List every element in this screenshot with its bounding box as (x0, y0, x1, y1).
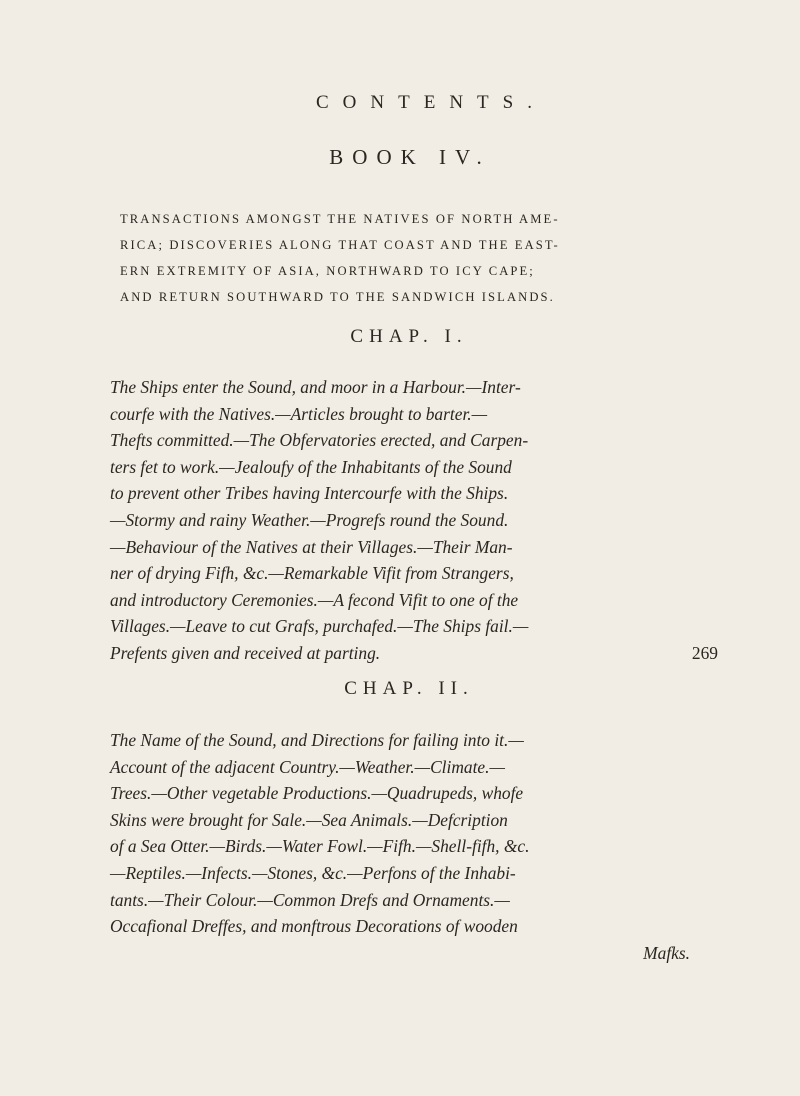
page-number: 269 (691, 642, 718, 663)
chapter-1-heading: CHAP. I. (350, 326, 468, 347)
synopsis-line: The Ships enter the Sound, and moor in a Harbour.—Inter- (110, 377, 521, 397)
summary-line: ERN EXTREMITY OF ASIA, NORTHWARD TO ICY CAPE; (120, 264, 535, 278)
summary-line: TRANSACTIONS AMONGST THE NATIVES OF NORTH AME- (120, 212, 560, 226)
synopsis-line: ner of drying Fifh, &c.—Remarkable Vifit from Strangers, (110, 563, 514, 584)
synopsis-line: ters fet to work.—Jealoufy of the Inhabitants of the Sound (110, 456, 512, 477)
synopsis-line: The Name of the Sound, and Directions for failing into it.— (110, 730, 524, 750)
synopsis-line: Trees.—Other vegetable Productions.—Quadrupeds, whofe (110, 783, 524, 804)
synopsis-line: Villages.—Leave to cut Grafs, purchafed.—The Ships fail.— (110, 616, 529, 637)
synopsis-line: to prevent other Tribes having Intercourfe with the Ships. (110, 483, 509, 504)
synopsis-line: of a Sea Otter.—Birds.—Water Fowl.—Fifh.—Shell-fifh, &c. (110, 836, 530, 857)
page-title: CONTENTS. (316, 92, 546, 113)
chapter-2-synopsis (110, 727, 710, 966)
synopsis-line: tants.—Their Colour.—Common Drefs and Ornaments.— (110, 889, 510, 910)
synopsis-line: and introductory Ceremonies.—A fecond Vifit to one of the (110, 589, 519, 610)
synopsis-line: —Stormy and rainy Weather.—Progrefs round the Sound. (110, 509, 509, 530)
chapter-2-heading: CHAP. II. (344, 678, 474, 699)
book-summary (120, 206, 710, 310)
synopsis-line: —Reptiles.—Infects.—Stones, &c.—Perfons of the Inhabi- (110, 862, 516, 883)
synopsis-line: Prefents given and received at parting. (110, 642, 381, 663)
chapter-1-synopsis (110, 374, 718, 667)
synopsis-last-line (110, 640, 718, 667)
summary-line: RICA; DISCOVERIES ALONG THAT COAST AND THE EAST- (120, 238, 560, 252)
synopsis-line: courfe with the Natives.—Articles brought to barter.— (110, 403, 488, 424)
summary-line: AND RETURN SOUTHWARD TO THE SANDWICH ISLANDS. (120, 290, 555, 304)
synopsis-line: Thefts committed.—The Obfervatories erected, and Carpen- (110, 430, 529, 451)
synopsis-line: Mafks. (643, 942, 690, 963)
synopsis-line: Skins were brought for Sale.—Sea Animals.—Defcription (110, 809, 508, 830)
synopsis-line: Occafional Dreffes, and monftrous Decorations of wooden (110, 916, 518, 937)
synopsis-line: —Behaviour of the Natives at their Villages.—Their Man- (110, 536, 513, 557)
book-heading: BOOK IV. (329, 145, 491, 169)
synopsis-line: Account of the adjacent Country.—Weather.—Climate.— (110, 756, 505, 777)
